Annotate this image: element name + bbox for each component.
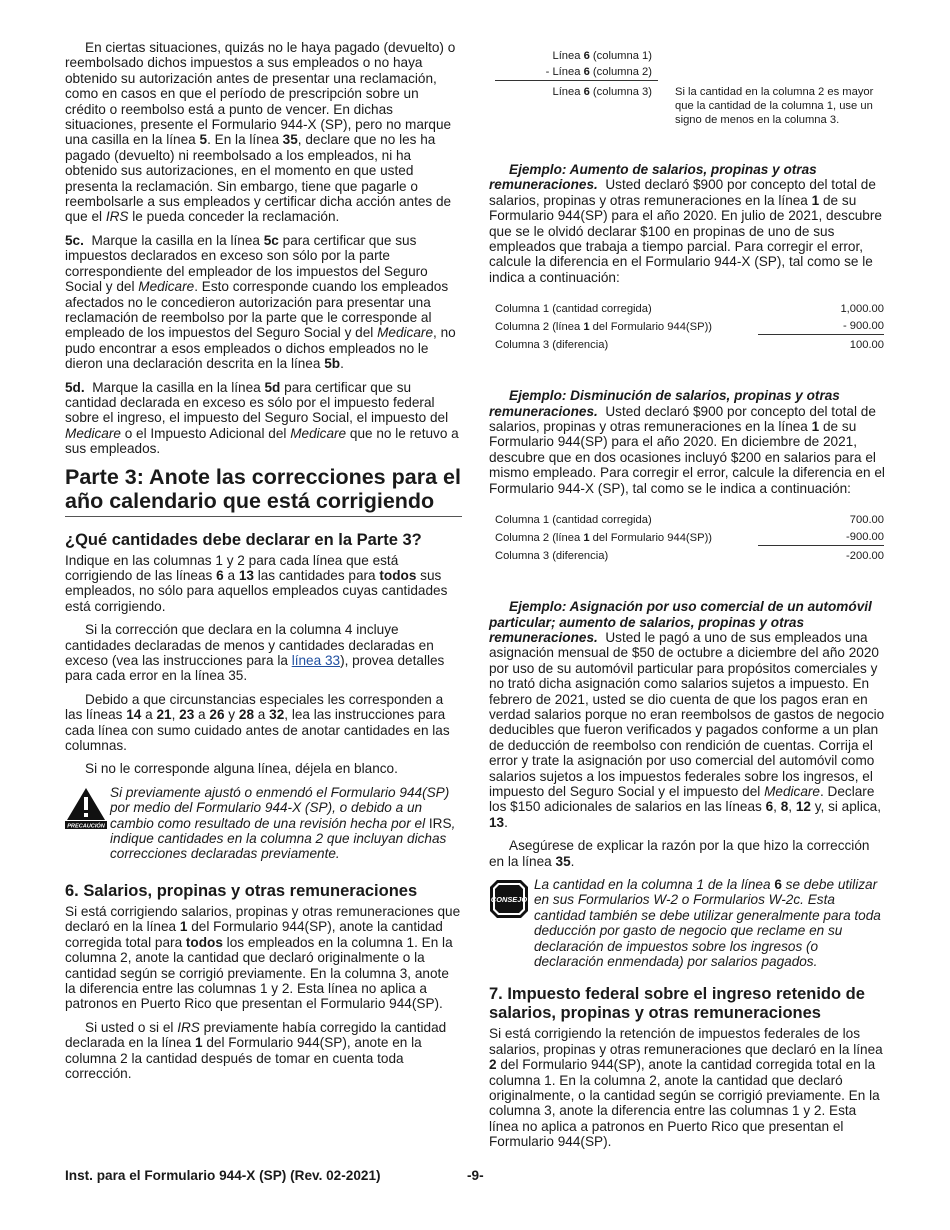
paragraph-5c: 5c. Marque la casilla en la línea 5c para certificar que sus impuestos declarados en exceso son sólo por la parte correspondiente del empleador de los impuestos del Seguro Social y del Medicare. Esto corresponde cuando los empleados afectados no le concedieron autorización para presentar una reclamación de reembolso por la parte que le corresponde al empleado de los impuestos del Seguro Social y del Medicare, no pudo encontrar a esos empleados o dichos empleados no le dieron una declaración descrita en la línea 5b. (65, 232, 456, 372)
left-column (65, 40, 462, 1089)
amounts-paragraph-3: Debido a que circunstancias especiales les corresponden a las líneas 14 a 21, 23 a 26 y 28 a 32, lea las instrucciones para cada línea con sumo cuidado antes de anotar cantidades en las columnas. (65, 691, 450, 754)
table-row: Columna 3 (diferencia) -200.00 (495, 550, 884, 563)
example-2: Ejemplo: Disminución de salarios, propinas y otras remuneraciones. Usted declaró $900 por concepto del total de salarios, propinas y otras remuneraciones en la línea 1 de su Formulario 944(SP) para el año 2020. En diciembre de 2021, descubre que en dos ocasiones incluyó $200 en salarios para el mismo empleado. Para corregir el error, calcule la diferencia en el Formulario 944-X (SP), tal como se le indica a continuación: (489, 388, 885, 496)
example-3: Ejemplo: Asignación por uso comercial de un automóvil particular; aumento de salarios, propinas y otras remuneraciones. Usted le pagó a uno de sus empleados una asignación mensual de $50 de octubre a diciembre del año 2020 por uso de su automóvil particular para propósitos comerciales y no trató dicha asignación como salarios sujetos a impuesto. En febrero de 2021, usted se dio cuenta de que los pagos eran en verdad salarios porque no eran reembolsos de gastos de negocio deducibles que fueron verificados y pagados conforme a un plan de deducción de reembolso con rendición de cuentas. Corrija el error y trate la asignación por uso comercial del automóvil como salarios sujetos a los impuestos federales sobre los ingresos, el impuesto del Seguro Social y el impuesto del Medicare. Declare los $150 adicionales de salarios en las líneas 6, 8, 12 y, si aplica, 13. (489, 599, 885, 830)
svg-text:PRECAUCIÓN: PRECAUCIÓN (67, 823, 105, 830)
caution-text: Si previamente ajustó o enmendó el Formulario 944(SP) por medio del Formulario 944-X (SP), o debido a un cambio como resultado de una revisión hecha por el IRS, indique cantidades en la columna 2 que incluyan dichas correcciones declaradas previamente. (110, 784, 456, 862)
example-2-table (495, 512, 884, 565)
tip-note (489, 877, 886, 969)
section-7-paragraph: Si está corrigiendo la retención de impuestos federales de los salarios, propinas y otras remuneraciones que declaró en la línea 2 del Formulario 944(SP), anote la cantidad corregida total en la columna 1. En la columna 2, anote la cantidad que declaró originalmente, o la cantidad según se corrigió previamente. En la columna 3, anote la diferencia entre las columnas 1 y 2. Esta línea no aplica a patronos en Puerto Rico que presentan el Formulario 944(SP). (489, 1026, 883, 1150)
amounts-paragraph-1: Indique en las columnas 1 y 2 para cada línea que está corrigiendo de las líneas 6 a 13 las cantidades para todos sus empleados, no sólo para aquellos empleados cuyas cantidades está corrigiendo. (65, 552, 448, 614)
example-3-note: Asegúrese de explicar la razón por la que hizo la corrección en la línea 35. (489, 838, 870, 869)
footer-title: Inst. para el Formulario 944-X (SP) (Rev. 02-2021) (65, 1168, 381, 1183)
line-33-link[interactable]: línea 33 (291, 653, 341, 668)
calc-note: Si la cantidad en la columna 2 es mayor que la cantidad de la columna 1, use un signo de menos en la columna 3. (675, 86, 874, 126)
tip-icon (489, 879, 529, 922)
calc-line-1: Línea 6 (columna 1) (552, 50, 652, 62)
caution-icon (65, 786, 107, 833)
svg-text:CONSEJO: CONSEJO (490, 895, 528, 904)
calc-line-2: - Línea 6 (columna 2) (545, 66, 652, 78)
section-6-paragraph-2: Si usted o si el IRS previamente había corregido la cantidad declarada en la línea 1 del Formulario 944(SP), anote en la columna 2 la cantidad después de tomar en cuenta toda corrección. (65, 1019, 447, 1081)
section-7-heading: 7. Impuesto federal sobre el ingreso retenido de salarios, propinas y otras remuneraciones (489, 985, 865, 1023)
amounts-paragraph-4: Si no le corresponde alguna línea, déjela en blanco. (85, 761, 398, 777)
calc-rule (495, 80, 658, 81)
part3-heading: Parte 3: Anote las correcciones para el año calendario que está corrigiendo (65, 465, 462, 517)
tip-text: La cantidad en la columna 1 de la línea 6 se debe utilizar en sus Formularios W-2 o Formularios W-2c. Esta cantidad también se debe utilizar generalmente para toda deducción por gasto de negocio que reclame en su declaración de impuestos sobre los ingresos (o declaración enmendada) por salarios pagados. (534, 877, 881, 970)
intro-paragraph: En ciertas situaciones, quizás no le haya pagado (devuelto) o reembolsado dichos impuestos a sus empleados o no haya obtenido su autorización antes de presentar una reclamación, como en casos en que el período de prescripción sobre un crédito o reembolso está a punto de vencer. En dichas situaciones, presente el Formulario 944-X (SP), pero no marque una casilla en la línea 5. En la línea 35, declare que no les ha pagado (devuelto) ni reembolsado a los empleados, ni ha obtenido sus autorizaciones, en el momento en que usted presenta la reclamación. Sin embargo, tiene que pagarle o reembolsarle a sus empleados y certificar dicha acción antes de que el IRS le pueda conceder la reclamación. (65, 40, 456, 225)
page-number: -9- (467, 1168, 484, 1183)
table-row: Columna 3 (diferencia) 100.00 (495, 339, 884, 352)
paragraph-5d: 5d. Marque la casilla en la línea 5d para certificar que su cantidad declarada en exceso es sólo por el impuesto federal sobre el ingreso, el impuesto del Seguro Social, el impuesto del Medicare o el Impuesto Adicional del Medicare que no le retuvo a sus empleados. (65, 379, 459, 457)
amounts-paragraph-2: Si la corrección que declara en la columna 4 incluye cantidades declaradas de menos y cantidades declaradas en exceso (vea las instrucciones para la línea 33), provea detalles para cada error en la línea 35. (65, 622, 445, 684)
example-1-table (495, 301, 884, 354)
table-row: Columna 1 (cantidad corregida) 700.00 (495, 514, 884, 527)
table-row: Columna 1 (cantidad corregida) 1,000.00 (495, 303, 884, 316)
calc-line-3: Línea 6 (columna 3) (552, 86, 652, 98)
amounts-heading: ¿Qué cantidades debe declarar en la Parte 3? (65, 530, 422, 549)
caution-note (65, 785, 462, 862)
page-footer (65, 1168, 885, 1183)
section-6-heading: 6. Salarios, propinas y otras remuneraciones (65, 881, 418, 900)
section-6-paragraph-1: Si está corrigiendo salarios, propinas y otras remuneraciones que declaró en la línea 1 del Formulario 944(SP), anote la cantidad corregida total para todos los empleados en la columna 1. En la columna 2, anote la cantidad que declaró originalmente o la cantidad según se corrigió previamente. En la columna 3, anote la diferencia entre las columnas 1 y 2. Esta línea no aplica a patronos en Puerto Rico que presentan el Formulario 944(SP). (65, 903, 461, 1012)
table-row: Columna 2 (línea 1 del Formulario 944(SP)) - 900.00 (495, 320, 884, 334)
example-1: Ejemplo: Aumento de salarios, propinas y otras remuneraciones. Usted declaró $900 por concepto del total de salarios, propinas y otras remuneraciones en la línea 1 de su Formulario 944(SP) para el año 2020. En julio de 2021, descubre que se le olvidó declarar $100 en propinas de uno de sus empleados que trabaja a tiempo parcial. Para corregir el error, calcule la diferencia en el Formulario 944-X (SP), tal como se le indica a continuación: (489, 162, 882, 285)
right-column (489, 40, 886, 1158)
table-row: Columna 2 (línea 1 del Formulario 944(SP)) -900.00 (495, 531, 884, 545)
line-6-calculation (489, 40, 886, 150)
